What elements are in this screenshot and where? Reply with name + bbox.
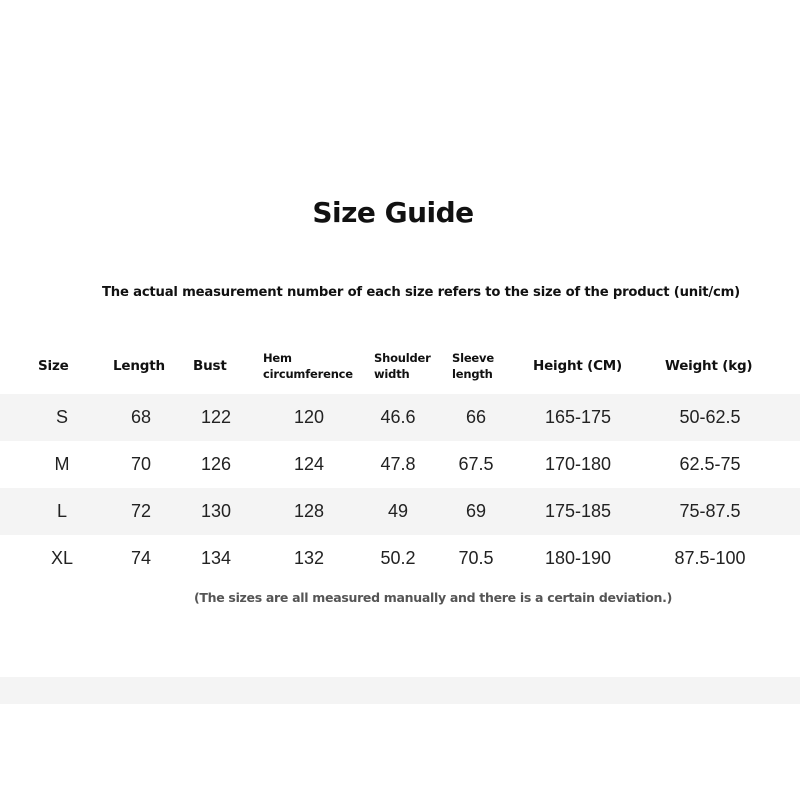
- cell-size: S: [55, 407, 68, 427]
- table-row: [0, 488, 800, 535]
- header-hem-circumference: [263, 342, 353, 390]
- cell-hem: 120: [293, 407, 325, 427]
- cell-height: 175-185: [544, 501, 612, 521]
- header-sleeve-length: [452, 342, 494, 390]
- header-hem-line2: circumference: [263, 367, 353, 381]
- cell-sleeve: 69: [465, 501, 487, 521]
- header-bust: Bust: [193, 358, 227, 374]
- header-height: Height (CM): [533, 358, 622, 374]
- header-size: Size: [38, 358, 69, 374]
- header-sleeve-line1: Sleeve: [452, 351, 494, 365]
- cell-shoulder: 50.2: [380, 548, 416, 568]
- cell-height: 165-175: [544, 407, 612, 427]
- cell-size: XL: [50, 548, 74, 568]
- cell-size: M: [54, 454, 70, 474]
- header-weight: Weight (kg): [665, 358, 753, 374]
- cell-hem: 128: [293, 501, 325, 521]
- cell-shoulder: 46.6: [380, 407, 416, 427]
- cell-height: 170-180: [544, 454, 612, 474]
- cell-weight: 50-62.5: [679, 407, 741, 427]
- cell-hem: 132: [293, 548, 325, 568]
- cell-length: 68: [130, 407, 152, 427]
- table-row: [0, 441, 800, 488]
- measurement-note: (The sizes are all measured manually and there is a certain deviation.): [193, 590, 673, 605]
- cell-length: 70: [130, 454, 152, 474]
- page-title: Size Guide: [312, 196, 474, 229]
- header-shoulder-line1: Shoulder: [374, 351, 431, 365]
- header-shoulder-line2: width: [374, 367, 410, 381]
- cell-size: L: [56, 501, 67, 521]
- cell-bust: 130: [200, 501, 232, 521]
- cell-sleeve: 66: [465, 407, 487, 427]
- cell-height: 180-190: [544, 548, 612, 568]
- cell-sleeve: 70.5: [458, 548, 494, 568]
- page-subtitle: The actual measurement number of each size refers to the size of the product (unit/cm): [102, 285, 741, 300]
- table-row: [0, 535, 800, 582]
- cell-bust: 134: [200, 548, 232, 568]
- header-hem-line1: Hem: [263, 351, 292, 365]
- cell-length: 74: [130, 548, 152, 568]
- cell-bust: 122: [200, 407, 232, 427]
- header-length: Length: [113, 358, 165, 374]
- cell-length: 72: [130, 501, 152, 521]
- cell-shoulder: 49: [387, 501, 409, 521]
- cell-sleeve: 67.5: [458, 454, 494, 474]
- header-sleeve-line2: length: [452, 367, 493, 381]
- cell-weight: 87.5-100: [674, 548, 746, 568]
- cell-shoulder: 47.8: [380, 454, 416, 474]
- cell-hem: 124: [293, 454, 325, 474]
- cell-weight: 62.5-75: [679, 454, 741, 474]
- table-header-row: [0, 342, 800, 390]
- cell-weight: 75-87.5: [679, 501, 741, 521]
- bottom-divider-band: [0, 677, 800, 704]
- table-row: [0, 394, 800, 441]
- cell-bust: 126: [200, 454, 232, 474]
- header-shoulder-width: [374, 342, 431, 390]
